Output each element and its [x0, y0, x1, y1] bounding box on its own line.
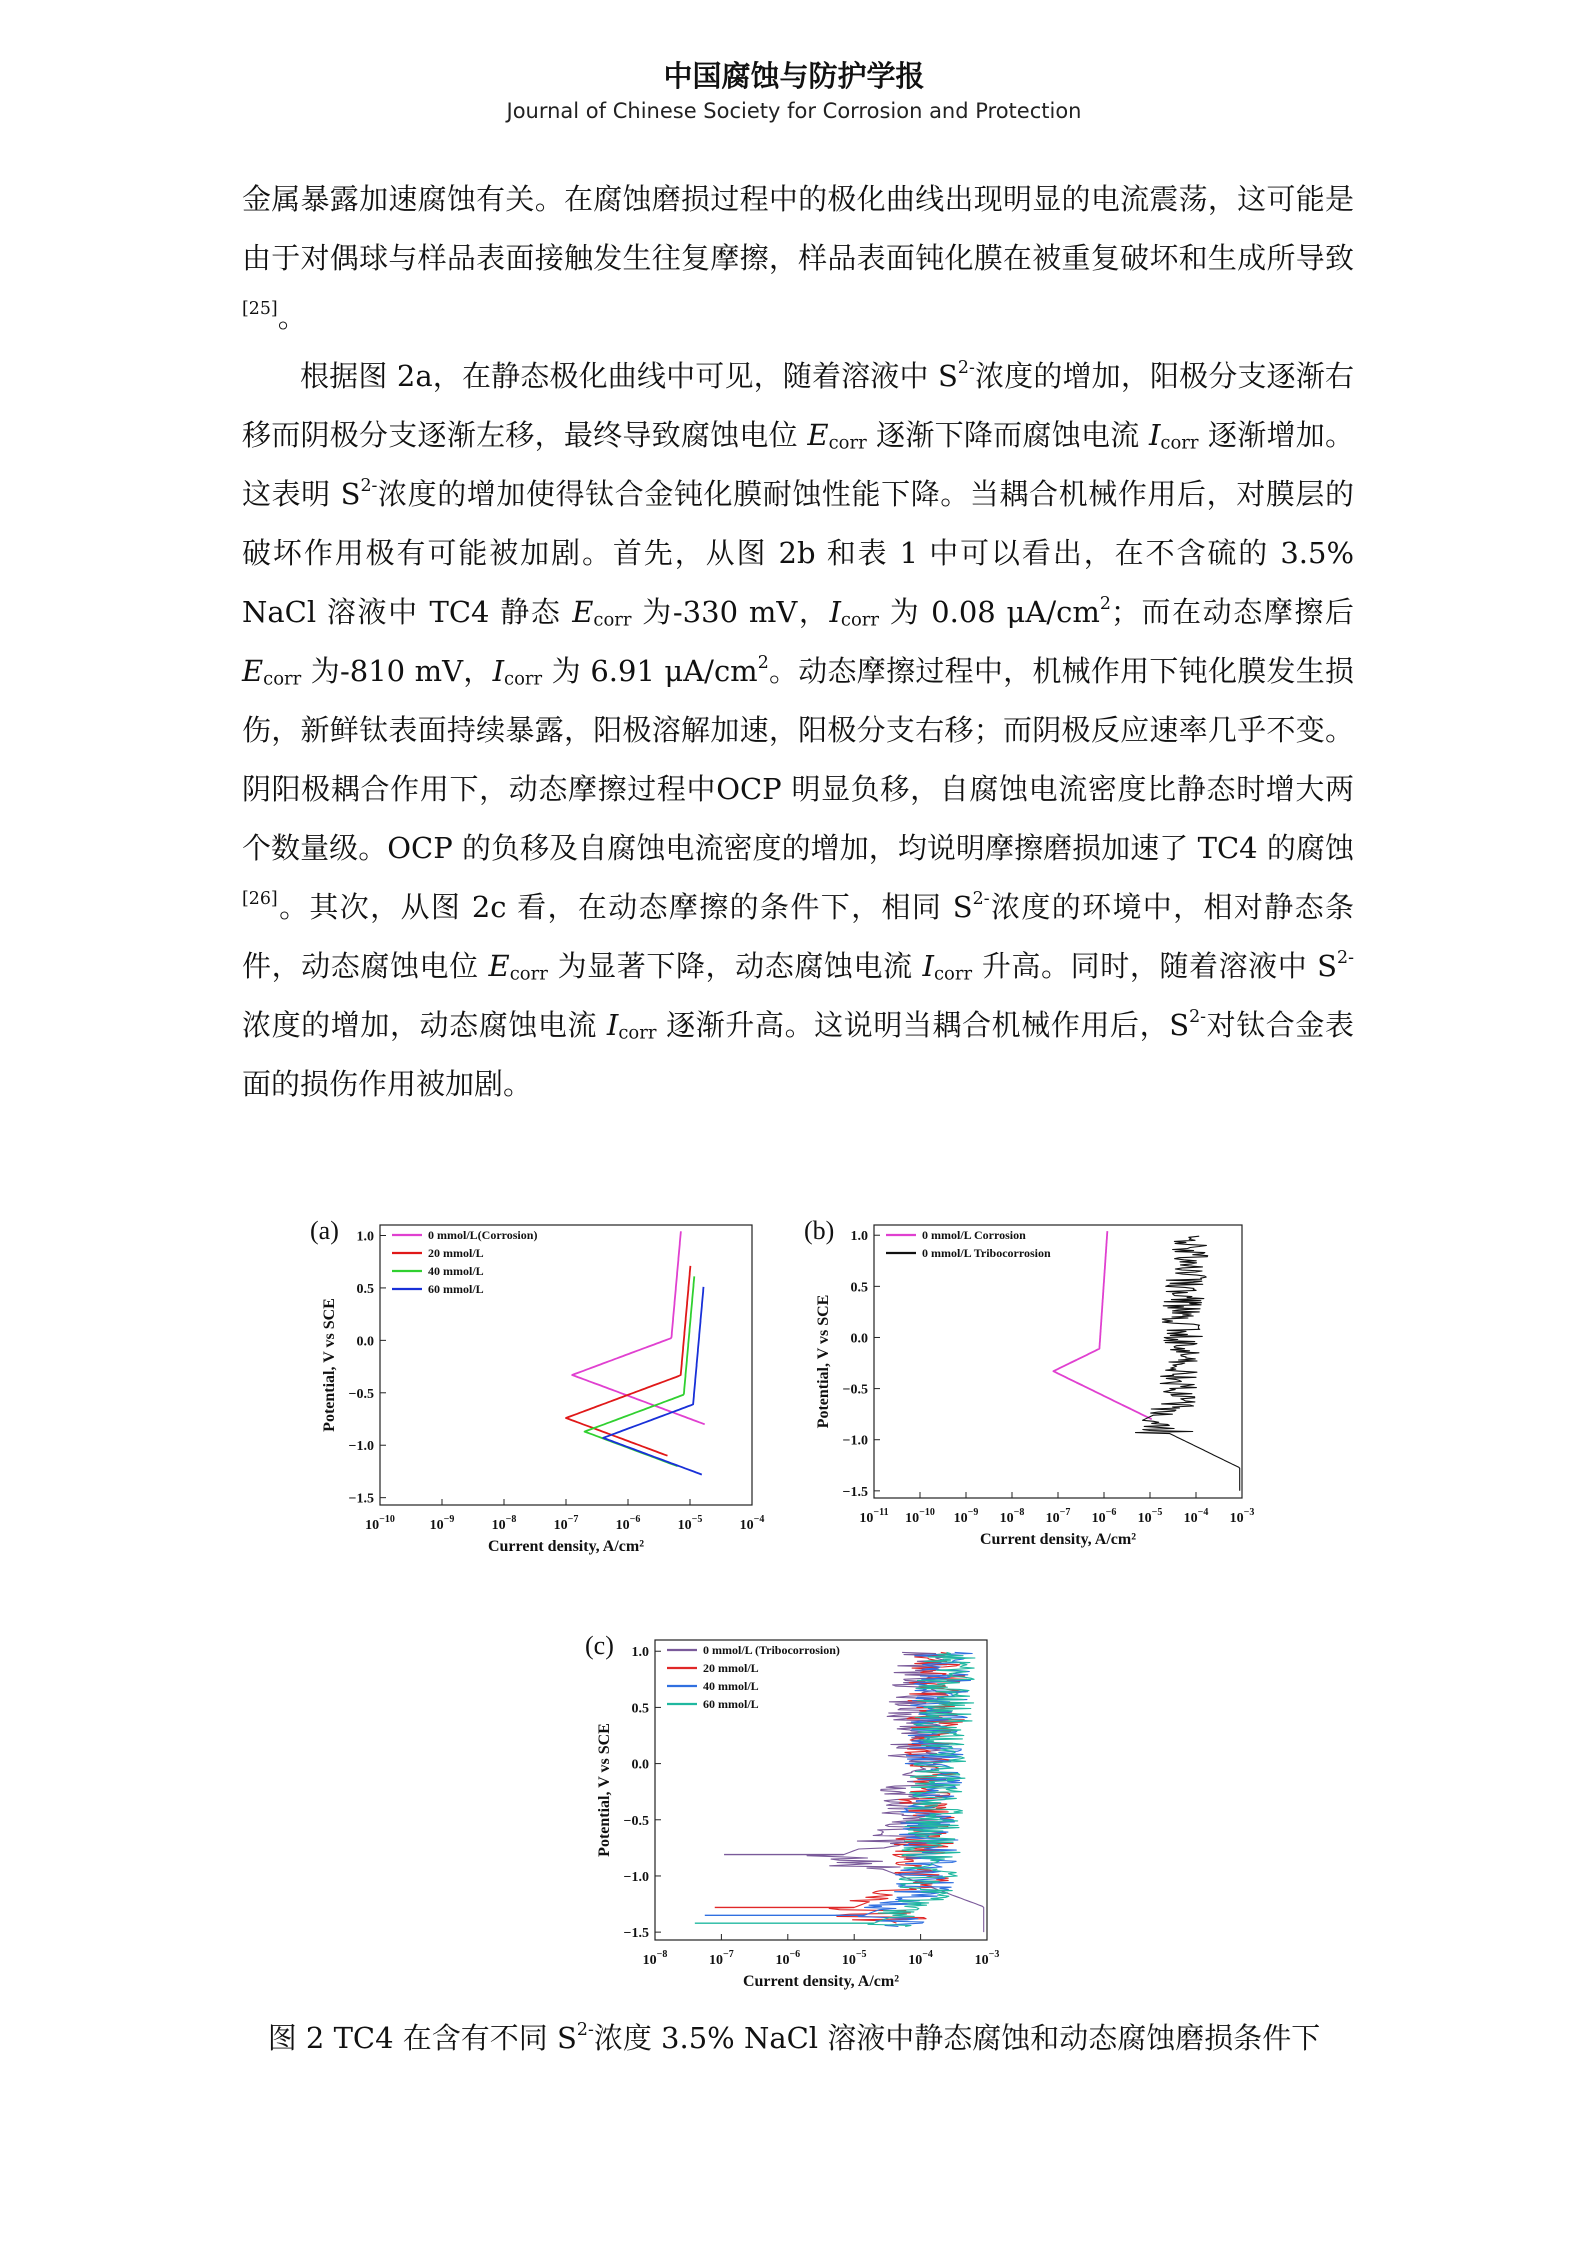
y-axis-label: Potential, V vs SCE	[815, 1294, 832, 1429]
y-tick-label: −1.0	[623, 1869, 649, 1885]
legend-entry: 20 mmol/L	[703, 1661, 759, 1675]
citation-26[interactable]: [26]	[242, 888, 278, 909]
y-axis-label: Potential, V vs SCE	[321, 1298, 338, 1432]
journal-title-en: Journal of Chinese Society for Corrosion and Protection	[506, 99, 1082, 123]
panel-label: (a)	[310, 1216, 339, 1245]
x-tick-label: $10^{-6}$	[615, 1514, 641, 1533]
x-tick-label: $10^{-5}$	[841, 1949, 867, 1968]
legend-entry: 0 mmol/L (Tribocorrosion)	[703, 1643, 840, 1657]
x-tick-label: $10^{-10}$	[905, 1507, 935, 1526]
figure-2a	[300, 1205, 770, 1580]
x-tick-label: $10^{-8}$	[999, 1507, 1025, 1526]
y-tick-label: 1.0	[850, 1229, 868, 1245]
x-tick-label: $10^{-10}$	[365, 1514, 395, 1533]
x-axis-label: Current density, A/cm²	[487, 1538, 645, 1555]
series-line-2	[585, 1276, 695, 1466]
y-tick-label: −1.5	[348, 1491, 374, 1507]
legend-entry: 40 mmol/L	[703, 1679, 759, 1693]
legend-entry: 0 mmol/L Tribocorrosion	[922, 1246, 1051, 1260]
y-tick-label: 0.0	[356, 1334, 374, 1350]
y-tick-label: −0.5	[623, 1813, 649, 1829]
series-line-1	[1136, 1236, 1240, 1491]
y-tick-label: −1.0	[842, 1433, 868, 1449]
y-tick-label: 0.0	[631, 1757, 649, 1773]
panel-label: (b)	[804, 1216, 835, 1245]
panel-label: (c)	[585, 1631, 614, 1660]
figure-2b	[790, 1205, 1260, 1575]
x-tick-label: $10^{-4}$	[739, 1514, 765, 1533]
article-body	[242, 170, 1354, 1114]
y-tick-label: 1.0	[631, 1645, 649, 1661]
y-tick-label: −1.5	[623, 1926, 649, 1942]
series-line-0	[1053, 1231, 1151, 1419]
x-tick-label: $10^{-9}$	[429, 1514, 455, 1533]
series-line-1	[566, 1266, 690, 1456]
y-tick-label: 0.0	[850, 1331, 868, 1347]
legend-entry: 60 mmol/L	[428, 1282, 484, 1296]
legend-entry: 0 mmol/L(Corrosion)	[428, 1228, 538, 1242]
x-tick-label: $10^{-11}$	[859, 1507, 889, 1526]
chart-0	[300, 1205, 770, 1580]
y-tick-label: −1.5	[842, 1484, 868, 1500]
x-tick-label: $10^{-4}$	[1183, 1507, 1209, 1526]
x-tick-label: $10^{-9}$	[953, 1507, 979, 1526]
x-tick-label: $10^{-8}$	[642, 1949, 668, 1968]
figure-2c	[575, 1618, 1015, 1990]
figure-caption: 图 2 TC4 在含有不同 $S^{2-}$浓度 3.5% NaCl 溶液中静态腐蚀和动态腐蚀磨损条件下	[267, 2019, 1321, 2055]
paragraph-1: 金属暴露加速腐蚀有关。在腐蚀磨损过程中的极化曲线出现明显的电流震荡，这可能是由于对偶球与样品表面接触发生往复摩擦，样品表面钝化膜在被重复破坏和生成所导致[25]。	[242, 182, 1354, 334]
journal-header	[0, 56, 1588, 126]
chart-2	[575, 1618, 1015, 1990]
legend-entry: 20 mmol/L	[428, 1246, 484, 1260]
x-tick-label: $10^{-8}$	[491, 1514, 517, 1533]
y-tick-label: 0.5	[850, 1280, 868, 1296]
series-line-3	[603, 1287, 703, 1475]
x-axis-label: Current density, A/cm²	[979, 1531, 1137, 1548]
y-tick-label: −0.5	[348, 1386, 374, 1402]
x-tick-label: $10^{-5}$	[1137, 1507, 1163, 1526]
legend-entry: 40 mmol/L	[428, 1264, 484, 1278]
x-tick-label: $10^{-6}$	[775, 1949, 801, 1968]
x-tick-label: $10^{-7}$	[709, 1949, 734, 1968]
journal-title-zh: 中国腐蚀与防护学报	[663, 59, 925, 93]
legend-entry: 60 mmol/L	[703, 1697, 759, 1711]
y-tick-label: −0.5	[842, 1382, 868, 1398]
x-axis-label: Current density, A/cm²	[742, 1973, 900, 1990]
y-axis-label: Potential, V vs SCE	[596, 1723, 613, 1857]
x-tick-label: $10^{-4}$	[908, 1949, 933, 1968]
x-tick-label: $10^{-7}$	[553, 1514, 579, 1533]
y-tick-label: 1.0	[356, 1229, 374, 1245]
paragraph-2: 根据图 2a，在静态极化曲线中可见，随着溶液中 $S^{2-}$浓度的增加，阳极分支逐渐右移而阴极分支逐渐左移，最终导致腐蚀电位 $E_{corr}$ 逐渐下降而腐蚀电流 $I_{corr}$ 逐渐增加。这表明 $S^{2-}$浓度的增加使得钛合金钝化膜耐蚀性能下降。当耦合机械作用后，对膜层的破坏作用极有可能被加剧。首先，从图 2b 和表 1 中可以看出，在不含硫的 3.5% NaCl 溶液中 TC4 静态 $E_{corr}$ 为-330 mV，$I_{corr}$ 为 0.08 $\mu A/cm^2$；而在动态摩擦后 $E_{corr}$ 为-810 mV，$I_{corr}$ 为 6.91 $\mu A/cm^2$。动态摩擦过程中，机械作用下钝化膜发生损伤，新鲜钛表面持续暴露，阳极溶解加速，阳极分支右移；而阴极反应速率几乎不变。阴阳极耦合作用下，动态摩擦过程中OCP 明显负移，自腐蚀电流密度比静态时增大两个数量级。OCP 的负移及自腐蚀电流密度的增加，均说明摩擦磨损加速了 TC4 的腐蚀[26]。其次，从图 2c 看，在动态摩擦的条件下，相同 $S^{2-}$浓度的环境中，相对静态条件，动态腐蚀电位 $E_{corr}$ 为显著下降，动态腐蚀电流 $I_{corr}$ 升高。同时，随着溶液中 $S^{2-}$浓度的增加，动态腐蚀电流 $I_{corr}$ 逐渐升高。这说明当耦合机械作用后，$S^{2-}$对钛合金表面的损伤作用被加剧。	[242, 357, 1355, 1101]
y-tick-label: 0.5	[631, 1701, 649, 1717]
x-tick-label: $10^{-6}$	[1091, 1507, 1117, 1526]
x-tick-label: $10^{-5}$	[677, 1514, 703, 1533]
x-tick-label: $10^{-7}$	[1045, 1507, 1071, 1526]
y-tick-label: −1.0	[348, 1439, 374, 1455]
citation-25[interactable]: [25]	[242, 298, 278, 319]
legend-entry: 0 mmol/L Corrosion	[922, 1228, 1026, 1242]
x-tick-label: $10^{-3}$	[1229, 1507, 1255, 1526]
x-tick-label: $10^{-3}$	[974, 1949, 1000, 1968]
y-tick-label: 0.5	[356, 1281, 374, 1297]
chart-1	[790, 1205, 1260, 1575]
